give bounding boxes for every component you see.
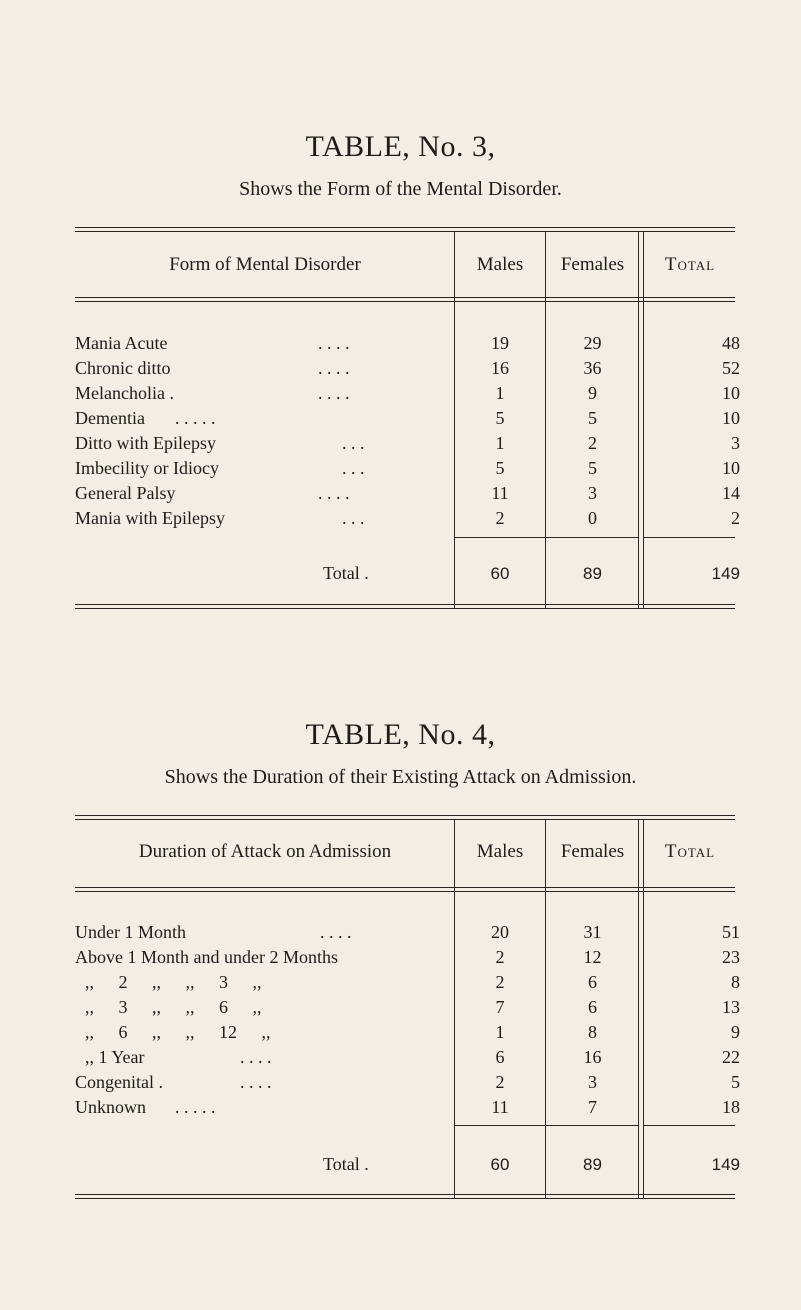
table3-row-label: Melancholia . — [75, 383, 174, 403]
table4-header-males: Males — [476, 841, 524, 862]
table3-row-label: General Palsy — [75, 483, 176, 503]
table3-cell-females: 29 — [583, 333, 602, 353]
table4-cell-females: 3 — [588, 1072, 597, 1092]
table3-header-rule — [75, 297, 735, 298]
table3-top-rule-inner — [75, 231, 735, 232]
table4-total-total: 149 — [711, 1155, 740, 1174]
table4-bottom-rule — [75, 1198, 735, 1199]
table3-cell-females: 2 — [588, 433, 597, 453]
table4-cell-females: 16 — [583, 1047, 602, 1067]
table4-row-label: Above 1 Month and under 2 Months — [75, 947, 338, 967]
table3-row-label: Mania with Epilepsy — [75, 508, 225, 528]
table3-header-total: Total — [664, 254, 716, 275]
table4-cell-total: 5 — [731, 1072, 740, 1092]
table4-top-rule-inner — [75, 819, 735, 820]
table4-subtitle: Shows the Duration of their Existing Attack on Admission. — [164, 766, 637, 788]
table4-cell-females: 6 — [588, 972, 597, 992]
table3-cell-males: 1 — [495, 383, 505, 403]
table4-cell-males: 6 — [495, 1047, 505, 1067]
table3-total-rule-males — [455, 537, 545, 538]
table4-header-duration: Duration of Attack on Admission — [138, 841, 392, 862]
table4-total-label: Total . — [323, 1154, 369, 1174]
table3-cell-males: 11 — [491, 483, 509, 503]
table3-cell-total: 48 — [722, 333, 740, 353]
table3-total-rule-total — [644, 537, 735, 538]
table3-row-leader: . . . . . — [175, 408, 216, 428]
table3-cell-males: 19 — [491, 333, 509, 353]
table4-header-females: Females — [560, 841, 625, 862]
table4-cell-total: 13 — [722, 997, 740, 1017]
table4-cell-females: 8 — [588, 1022, 597, 1042]
table3-row-leader: . . . — [342, 458, 365, 478]
table4-header-total: Total — [664, 841, 716, 862]
table3-total-total: 149 — [711, 564, 740, 583]
table4-row-label: ,, 6 ,, ,, 12 ,, — [85, 1022, 271, 1042]
table4-total-rule-males — [455, 1125, 545, 1126]
table4-cell-males: 7 — [495, 997, 505, 1017]
table4-cell-total: 22 — [722, 1047, 740, 1067]
table4-cell-females: 6 — [588, 997, 597, 1017]
table3-cell-males: 5 — [495, 408, 505, 428]
table3-title: TABLE, No. 3, — [305, 130, 496, 163]
table3-header-females: Females — [560, 254, 625, 275]
table4-cell-males: 1 — [495, 1022, 505, 1042]
table4-total-males: 60 — [490, 1155, 510, 1174]
table4-cell-males: 20 — [491, 922, 509, 942]
table3-cell-males: 16 — [491, 358, 509, 378]
table3-row-leader: . . . . — [318, 358, 350, 378]
table3-cell-males: 2 — [495, 508, 505, 528]
table3-total-males: 60 — [490, 564, 510, 583]
table3-cell-total: 52 — [722, 358, 740, 378]
table3-total-label: Total . — [323, 563, 369, 583]
table4-cell-total: 51 — [722, 922, 740, 942]
table3-row-label: Mania Acute — [75, 333, 168, 353]
table3-row-leader: . . . . — [318, 483, 350, 503]
table4-total-females: 89 — [583, 1155, 602, 1174]
table3-row-leader: . . . . — [318, 383, 350, 403]
table4-cell-males: 11 — [491, 1097, 509, 1117]
table3-header-rule-inner — [75, 301, 735, 302]
table4-cell-females: 31 — [583, 922, 602, 942]
table3-total-females: 89 — [583, 564, 602, 583]
table4-row-label: ,, 3 ,, ,, 6 ,, — [85, 997, 262, 1017]
table4-title: TABLE, No. 4, — [305, 718, 496, 751]
table3-cell-females: 36 — [583, 358, 602, 378]
table4-row-label: ,, 1 Year — [85, 1047, 145, 1067]
table4-row-label: Congenital . — [75, 1072, 163, 1092]
table3-cell-total: 2 — [731, 508, 740, 528]
table3-cell-males: 1 — [495, 433, 505, 453]
table3-cell-total: 3 — [731, 433, 740, 453]
table4-cell-males: 2 — [495, 972, 505, 992]
table3-header-form: Form of Mental Disorder — [169, 254, 361, 275]
table3-row-label: Chronic ditto — [75, 358, 171, 378]
table3-row-label: Ditto with Epilepsy — [75, 433, 216, 453]
table3-row-label: Dementia — [75, 408, 145, 428]
table3-col-divider-3b — [643, 232, 644, 608]
table3-cell-females: 0 — [588, 508, 597, 528]
table3-header-males: Males — [476, 254, 524, 275]
table3-cell-total: 10 — [722, 383, 740, 403]
table3-cell-total: 10 — [722, 408, 740, 428]
table3-cell-males: 5 — [495, 458, 505, 478]
table4-row-label: ,, 2 ,, ,, 3 ,, — [85, 972, 262, 992]
table4-row-leader: . . . . . — [175, 1097, 216, 1117]
table4-cell-females: 12 — [583, 947, 602, 967]
table4-row-label: Under 1 Month — [75, 922, 186, 942]
table3-bottom-rule-inner — [75, 604, 735, 605]
table3-cell-females: 3 — [588, 483, 597, 503]
table4-header-rule-inner — [75, 891, 735, 892]
table4-row-label: Unknown — [75, 1097, 146, 1117]
table4-row-leader: . . . . — [240, 1072, 272, 1092]
table3-total-rule-females — [546, 537, 638, 538]
table4-row-leader: . . . . — [240, 1047, 272, 1067]
table4-bottom-rule-inner — [75, 1194, 735, 1195]
table3-cell-females: 5 — [588, 408, 597, 428]
table3-row-leader: . . . . — [318, 333, 350, 353]
table3-subtitle: Shows the Form of the Mental Disorder. — [239, 178, 562, 200]
table4-cell-total: 9 — [731, 1022, 740, 1042]
table4-cell-females: 7 — [588, 1097, 597, 1117]
table3-bottom-rule — [75, 608, 735, 609]
table4-cell-total: 18 — [722, 1097, 740, 1117]
table4-total-rule-total — [644, 1125, 735, 1126]
table4-cell-males: 2 — [495, 947, 505, 967]
table4-top-rule — [75, 815, 735, 816]
table3-cell-females: 5 — [588, 458, 597, 478]
table3-row-leader: . . . — [342, 508, 365, 528]
table4-header-rule — [75, 887, 735, 888]
table3-row-label: Imbecility or Idiocy — [75, 458, 219, 478]
table3-row-leader: . . . — [342, 433, 365, 453]
table4-cell-males: 2 — [495, 1072, 505, 1092]
table3-cell-females: 9 — [588, 383, 597, 403]
table3-cell-total: 10 — [722, 458, 740, 478]
table4-row-leader: . . . . — [320, 922, 352, 942]
table3-top-rule — [75, 227, 735, 228]
table4-total-rule-females — [546, 1125, 638, 1126]
table4-col-divider-3b — [643, 820, 644, 1198]
table4-cell-total: 8 — [731, 972, 740, 992]
table4-cell-total: 23 — [722, 947, 740, 967]
table3-cell-total: 14 — [722, 483, 740, 503]
